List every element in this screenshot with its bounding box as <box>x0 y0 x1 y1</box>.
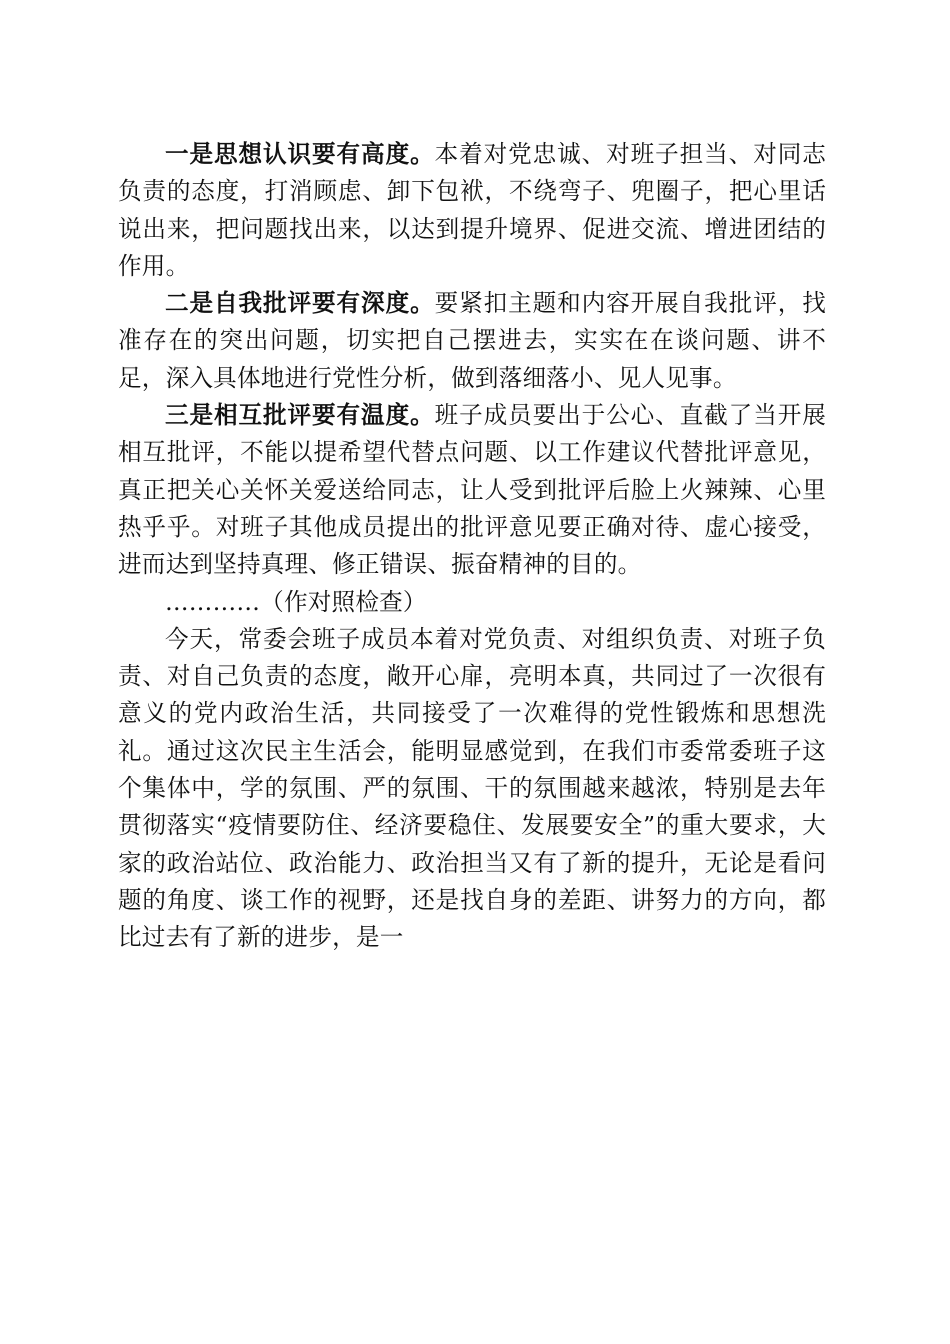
paragraph-self-examination-note <box>118 584 826 621</box>
document-page <box>118 136 826 957</box>
paragraph-self-criticism <box>118 285 826 397</box>
paragraph-text: 本着对党忠诚、对班子担当、对同志负责的态度，打消顾虑、卸下包袱，不绕弯子、兜圈子，把心里话说出来，把问题找出来，以达到提升境界、促进交流、增进团结的作用。 <box>118 140 827 280</box>
paragraph-lead: 三是相互批评要有温度。 <box>165 401 435 430</box>
paragraph-text: …………（作对照检查） <box>165 587 427 616</box>
paragraph-text: 班子成员要出于公心、直截了当开展相互批评，不能以提希望代替点问题、以工作建议代替批评意见，真正把关心关怀关爱送给同志，让人受到批评后脸上火辣辣、心里热乎乎。对班子其他成员提出的批评意见要正确对待、虚心接受，进而达到坚持真理、修正错误、振奋精神的目的。 <box>118 401 827 579</box>
paragraph-lead: 二是自我批评要有深度。 <box>165 289 435 318</box>
paragraph-mutual-criticism <box>118 397 826 583</box>
paragraph-text: 今天，常委会班子成员本着对党负责、对组织负责、对班子负责、对自己负责的态度，敞开心扉，亮明本真，共同过了一次很有意义的党内政治生活，共同接受了一次难得的党性锻炼和思想洗礼。通过这次民主生活会，能明显感觉到，在我们市委常委班子这个集体中，学的氛围、严的氛围、干的氛围越来越浓，特别是去年贯彻落实“疫情要防住、经济要稳住、发展要安全”的重大要求，大家的政治站位、政治能力、政治担当又有了新的提升，无论是看问题的角度、谈工作的视野，还是找自身的差距、讲努力的方向，都比过去有了新的进步，是一 <box>118 624 826 952</box>
paragraph-ideological-awareness <box>118 136 826 285</box>
paragraph-meeting-summary <box>118 621 826 957</box>
paragraph-lead: 一是思想认识要有高度。 <box>165 140 435 168</box>
paragraph-text: 要紧扣主题和内容开展自我批评，找准存在的突出问题，切实把自己摆进去，实实在在谈问题、讲不足，深入具体地进行党性分析，做到落细落小、见人见事。 <box>118 289 827 392</box>
